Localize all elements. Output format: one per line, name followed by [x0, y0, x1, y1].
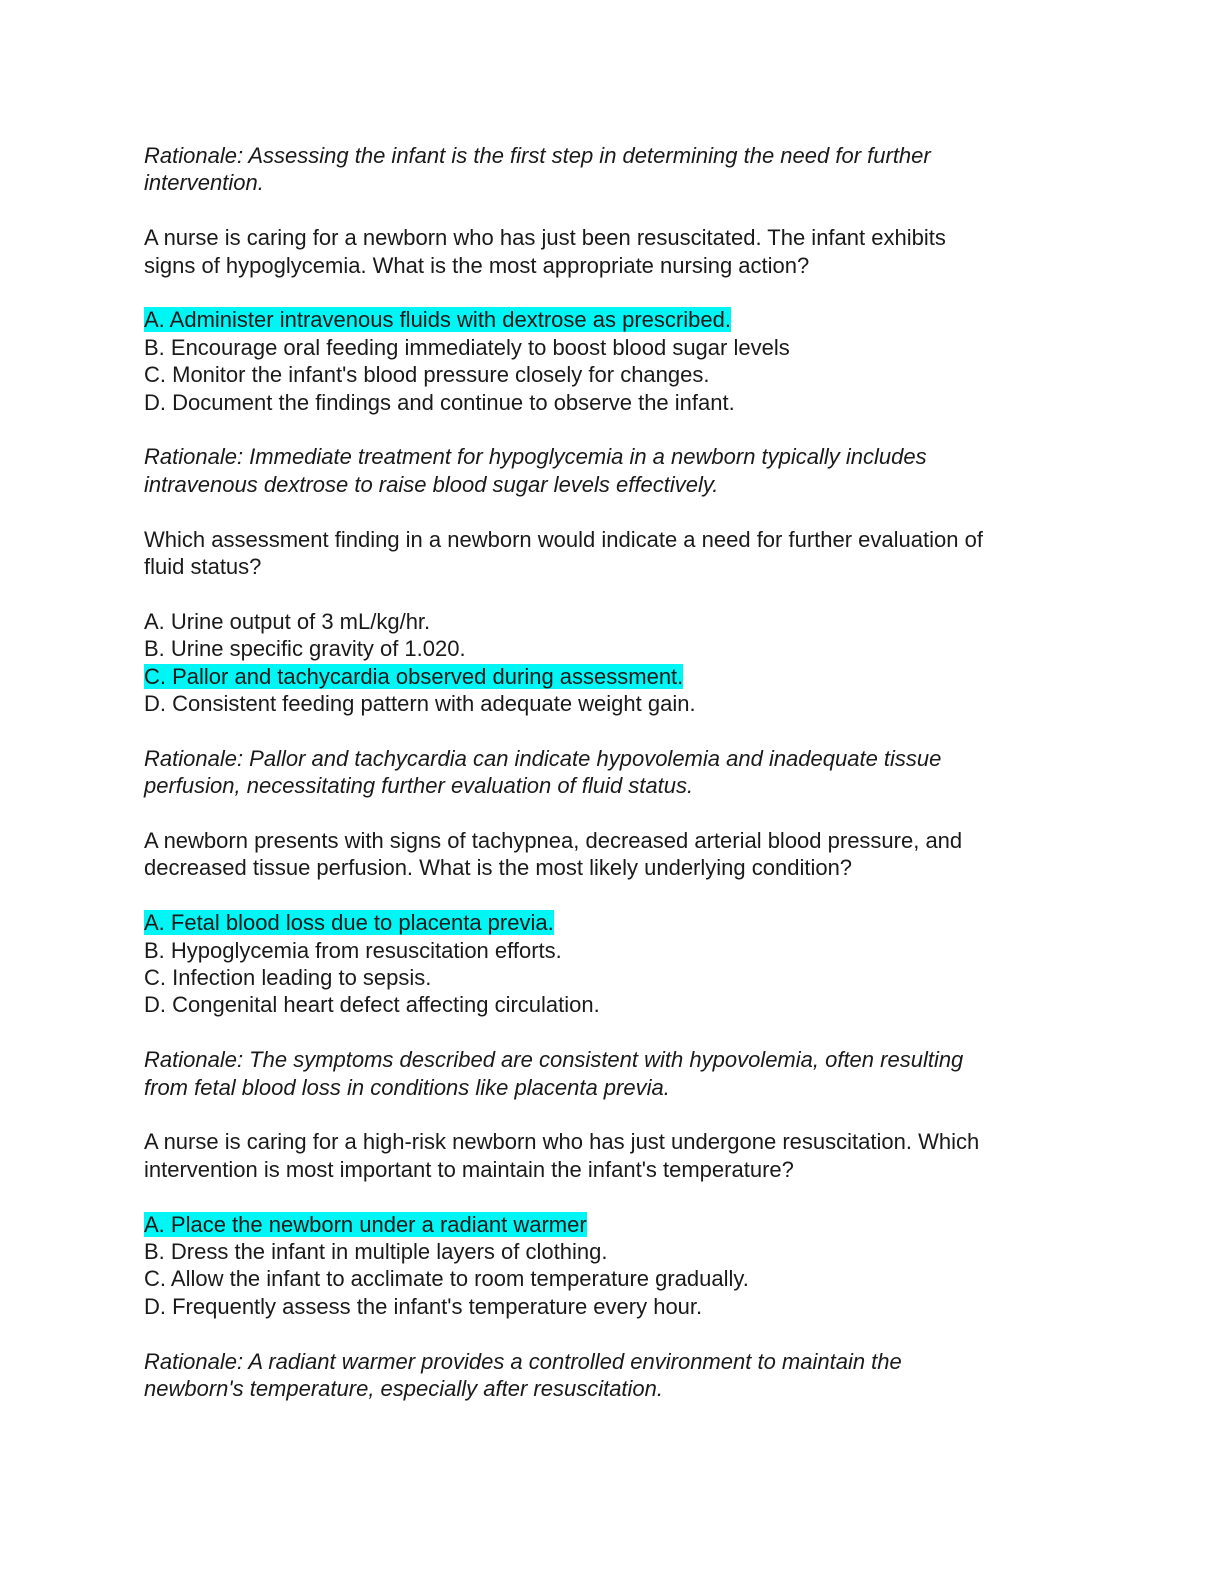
answer-option-text: A. Place the newborn under a radiant warmer [144, 1211, 587, 1237]
rationale-paragraph [144, 443, 1084, 498]
answer-option-text: D. Consistent feeding pattern with adequate weight gain. [144, 691, 696, 717]
answer-option-text: A. Fetal blood loss due to placenta previa. [144, 910, 554, 936]
answer-option-text: A. Administer intravenous fluids with dextrose as prescribed. [144, 307, 731, 333]
rationale-line: intravenous dextrose to raise blood sugar levels effectively. [144, 471, 719, 497]
answer-option [144, 937, 1084, 964]
answer-option-text: D. Congenital heart defect affecting circulation. [144, 992, 600, 1018]
answer-option [144, 991, 1084, 1018]
rationale-line: Rationale: A radiant warmer provides a controlled environment to maintain the [144, 1348, 902, 1374]
answer-options [144, 909, 1084, 1019]
answer-option [144, 361, 1084, 388]
answer-option [144, 389, 1084, 416]
highlighted-correct-option [144, 909, 1084, 936]
answer-option [144, 334, 1084, 361]
answer-option [144, 690, 1084, 717]
highlighted-correct-option [144, 306, 1084, 333]
rationale-line: intervention. [144, 170, 264, 196]
question-stem [144, 1128, 1084, 1183]
question-line: A nurse is caring for a high-risk newborn who has just undergone resuscitation. Which [144, 1129, 980, 1155]
rationale-line: newborn's temperature, especially after resuscitation. [144, 1376, 664, 1402]
rationale-line: Rationale: The symptoms described are consistent with hypovolemia, often resulting [144, 1047, 964, 1073]
rationale-line: Rationale: Immediate treatment for hypoglycemia in a newborn typically includes [144, 444, 927, 470]
answer-option-text: D. Frequently assess the infant's temperature every hour. [144, 1293, 703, 1319]
answer-option-text: B. Dress the infant in multiple layers of clothing. [144, 1239, 608, 1265]
highlighted-correct-option [144, 663, 1084, 690]
answer-option-text: B. Hypoglycemia from resuscitation efforts. [144, 937, 562, 963]
question-line: A newborn presents with signs of tachypnea, decreased arterial blood pressure, and [144, 828, 963, 854]
answer-option-text: C. Pallor and tachycardia observed during assessment. [144, 663, 684, 689]
answer-option-text: C. Infection leading to sepsis. [144, 965, 432, 991]
question-line: intervention is most important to maintain the infant's temperature? [144, 1156, 794, 1182]
rationale-line: Rationale: Assessing the infant is the first step in determining the need for further [144, 143, 931, 168]
answer-option-text: B. Encourage oral feeding immediately to boost blood sugar levels [144, 334, 790, 360]
question-stem [144, 526, 1084, 581]
highlighted-correct-option [144, 1211, 1084, 1238]
rationale-paragraph [144, 142, 1084, 197]
answer-option [144, 1293, 1084, 1320]
answer-option-text: B. Urine specific gravity of 1.020. [144, 636, 466, 662]
question-line: Which assessment finding in a newborn would indicate a need for further evaluation of [144, 526, 983, 552]
question-stem [144, 224, 1084, 279]
question-line: fluid status? [144, 554, 262, 580]
rationale-paragraph [144, 1046, 1084, 1101]
answer-option-text: A. Urine output of 3 mL/kg/hr. [144, 608, 431, 634]
question-line: signs of hypoglycemia. What is the most appropriate nursing action? [144, 252, 810, 278]
answer-option-text: D. Document the findings and continue to observe the infant. [144, 389, 735, 415]
answer-option-text: C. Monitor the infant's blood pressure closely for changes. [144, 362, 710, 388]
question-line: A nurse is caring for a newborn who has just been resuscitated. The infant exhibits [144, 225, 946, 251]
rationale-line: from fetal blood loss in conditions like placenta previa. [144, 1074, 670, 1100]
answer-option [144, 1238, 1084, 1265]
answer-options [144, 306, 1084, 416]
question-stem [144, 827, 1084, 882]
answer-options [144, 1211, 1084, 1321]
rationale-paragraph [144, 745, 1084, 800]
document-page [144, 142, 1084, 1430]
answer-option [144, 1265, 1084, 1292]
answer-option [144, 608, 1084, 635]
answer-option-text: C. Allow the infant to acclimate to room temperature gradually. [144, 1266, 749, 1292]
rationale-paragraph [144, 1348, 1084, 1403]
question-line: decreased tissue perfusion. What is the most likely underlying condition? [144, 855, 853, 881]
rationale-line: Rationale: Pallor and tachycardia can indicate hypovolemia and inadequate tissue [144, 745, 942, 771]
answer-option [144, 635, 1084, 662]
answer-options [144, 608, 1084, 718]
answer-option [144, 964, 1084, 991]
rationale-line: perfusion, necessitating further evaluation of fluid status. [144, 773, 694, 799]
